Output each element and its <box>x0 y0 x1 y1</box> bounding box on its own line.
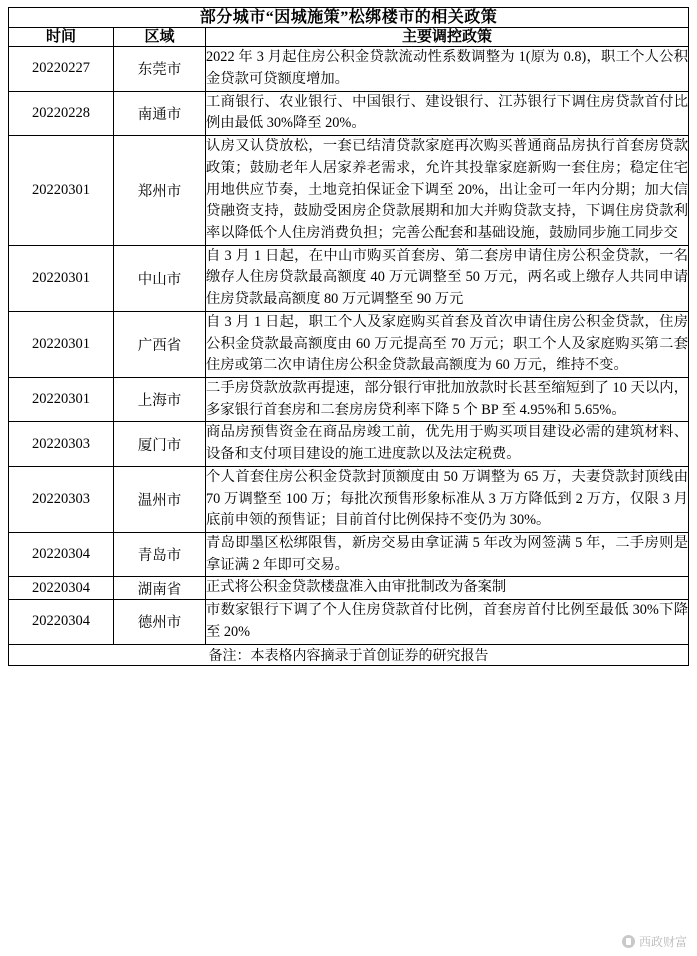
cell-region: 湖南省 <box>114 577 206 600</box>
table-row <box>9 422 689 466</box>
cell-region: 广西省 <box>114 311 206 377</box>
cell-region: 东莞市 <box>114 47 206 91</box>
cell-region: 郑州市 <box>114 136 206 246</box>
cell-time: 20220301 <box>9 136 114 246</box>
table-row <box>9 466 689 532</box>
cell-time: 20220304 <box>9 600 114 644</box>
cell-region: 厦门市 <box>114 422 206 466</box>
cell-time: 20220301 <box>9 377 114 421</box>
column-header-policy: 主要调控政策 <box>206 28 689 47</box>
table-row <box>9 47 689 91</box>
cell-time: 20220227 <box>9 47 114 91</box>
cell-time: 20220303 <box>9 422 114 466</box>
cell-region: 德州市 <box>114 600 206 644</box>
table-row <box>9 577 689 600</box>
cell-region: 中山市 <box>114 245 206 311</box>
cell-time: 20220228 <box>9 91 114 135</box>
cell-policy: 二手房贷款放款再提速，部分银行审批加放款时长甚至缩短到了 10 天以内，多家银行首套房和二套房房贷利率下降 5 个 BP 至 4.95%和 5.65%。 <box>206 377 689 421</box>
cell-time: 20220301 <box>9 311 114 377</box>
table-row <box>9 245 689 311</box>
watermark-label: 西政财富 <box>638 935 687 949</box>
cell-time: 20220304 <box>9 533 114 577</box>
policy-table <box>8 7 689 666</box>
column-header-time: 时间 <box>9 28 114 47</box>
cell-policy: 2022 年 3 月起住房公积金贷款流动性系数调整为 1(原为 0.8)，职工个人公积金贷款可贷额度增加。 <box>206 47 689 91</box>
cell-region: 南通市 <box>114 91 206 135</box>
table-row <box>9 91 689 135</box>
column-header-region: 区域 <box>114 28 206 47</box>
table-row <box>9 600 689 644</box>
cell-region: 青岛市 <box>114 533 206 577</box>
cell-policy: 认房又认贷放松，一套已结清贷款家庭再次购买普通商品房执行首套房贷款政策；鼓励老年人居家养老需求，允许其投靠家庭新购一套住房；稳定住宅用地供应节奏，土地竞拍保证金下调至 20%，出让金可一年内分期；加大信贷融资支持，鼓励受困房企贷款展期和加大并购贷款支持，下调住房贷款利率以降低个人住房消费负担；完善公配套和基础设施，鼓励同步施工同步交 <box>206 136 689 246</box>
cell-time: 20220304 <box>9 577 114 600</box>
cell-policy: 自 3 月 1 日起，在中山市购买首套房、第二套房申请住房公积金贷款，一名缴存人住房贷款最高额度 40 万元调整至 50 万元，两名或上缴存人共同申请住房贷款最高额度 80 万元调整至 90 万元 <box>206 245 689 311</box>
cell-time: 20220301 <box>9 245 114 311</box>
table-header-row <box>9 28 689 47</box>
circle-logo-icon <box>622 935 635 948</box>
cell-policy: 青岛即墨区松绑限售，新房交易由拿证满 5 年改为网签满 5 年，二手房则是拿证满 2 年即可交易。 <box>206 533 689 577</box>
table-row <box>9 377 689 421</box>
cell-policy: 商品房预售资金在商品房竣工前，优先用于购买项目建设必需的建筑材料、设备和支付项目建设的施工进度款以及法定税费。 <box>206 422 689 466</box>
cell-policy: 工商银行、农业银行、中国银行、建设银行、江苏银行下调住房贷款首付比例由最低 30%降至 20%。 <box>206 91 689 135</box>
table-row <box>9 311 689 377</box>
table-row <box>9 533 689 577</box>
table-note-row <box>9 644 689 665</box>
document-page <box>0 7 697 956</box>
cell-policy: 市数家银行下调了个人住房贷款首付比例，首套房首付比例至最低 30%下降至 20% <box>206 600 689 644</box>
cell-region: 温州市 <box>114 466 206 532</box>
cell-region: 上海市 <box>114 377 206 421</box>
table-row <box>9 136 689 246</box>
cell-policy: 正式将公积金贷款楼盘准入由审批制改为备案制 <box>206 577 689 600</box>
cell-time: 20220303 <box>9 466 114 532</box>
cell-policy: 个人首套住房公积金贷款封顶额度由 50 万调整为 65 万，夫妻贷款封顶线由 70 万调整至 100 万；每批次预售形象标准从 3 万方降低到 2 万方，仅限 3 月底前申领的预售证；目前首付比例保持不变仍为 30%。 <box>206 466 689 532</box>
cell-policy: 自 3 月 1 日起，职工个人及家庭购买首套及首次申请住房公积金贷款，住房公积金贷款最高额度由 60 万元提高至 70 万元；职工个人及家庭购买第二套住房或第二次申请住房公积金贷款最高额度为 60 万元，维持不变。 <box>206 311 689 377</box>
watermark <box>622 933 687 950</box>
table-note: 备注：本表格内容摘录于首创证券的研究报告 <box>9 644 689 665</box>
page-title: 部分城市“因城施策”松绑楼市的相关政策 <box>9 8 689 28</box>
table-title-row <box>9 8 689 28</box>
